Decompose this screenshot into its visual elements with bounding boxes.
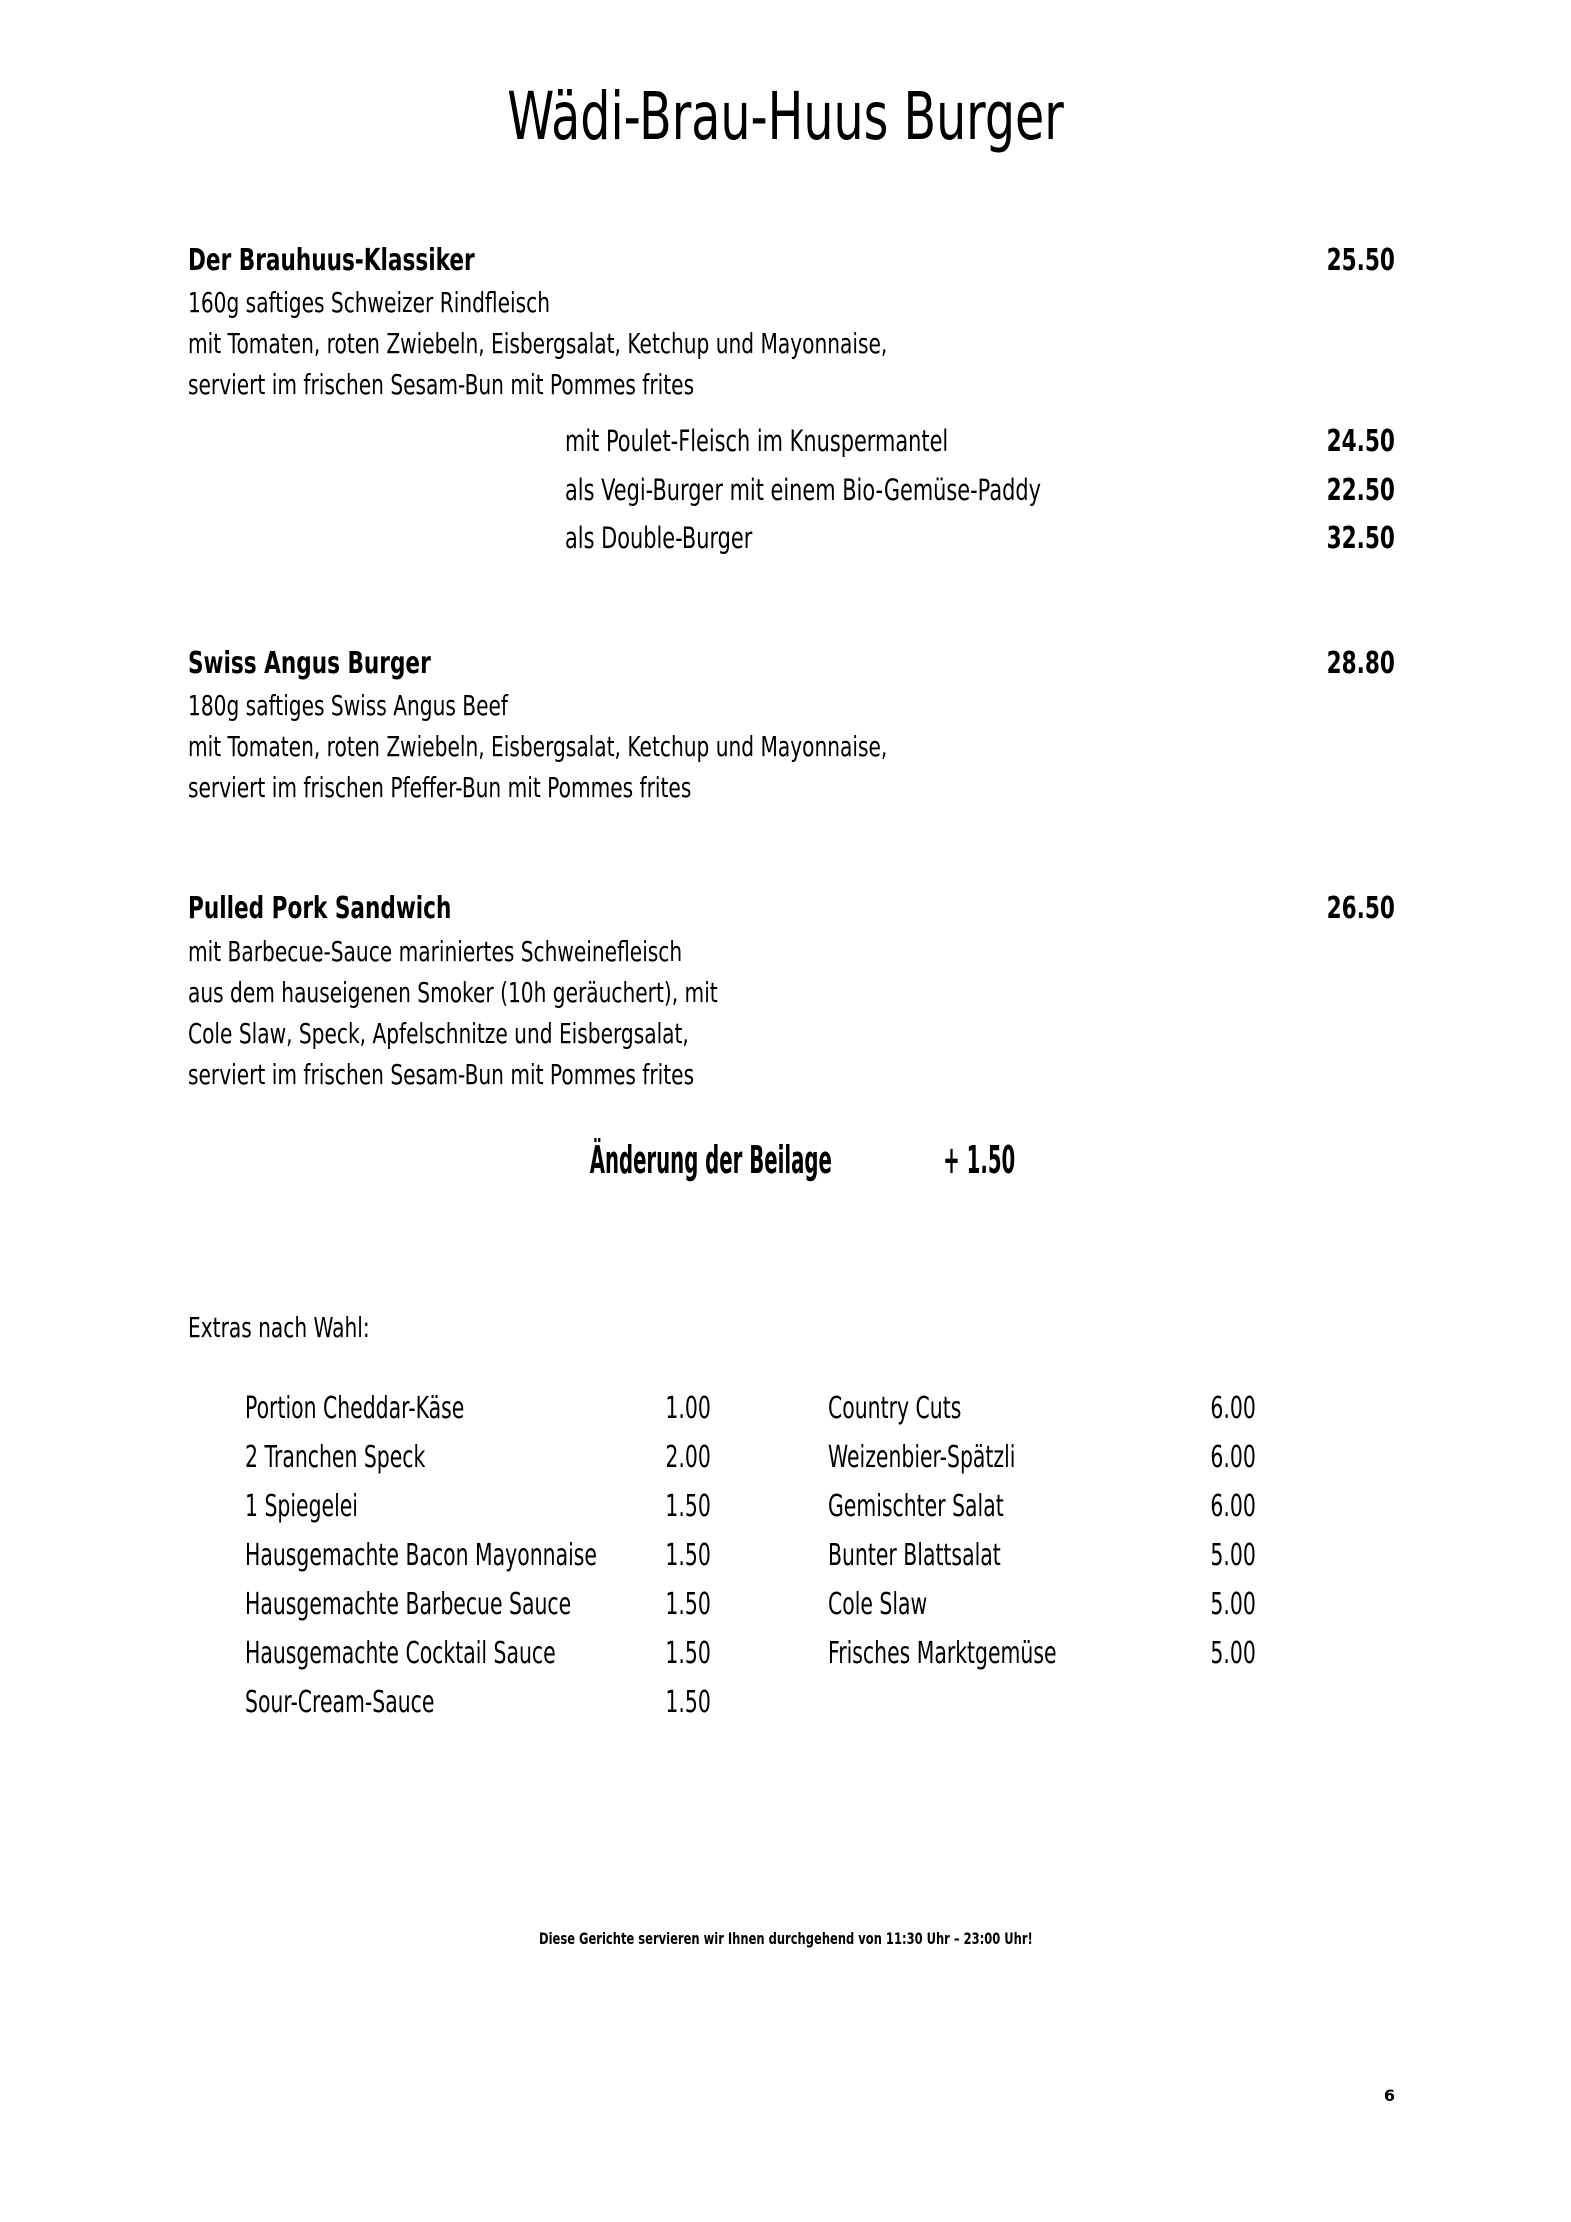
extra-item: Hausgemachte Bacon Mayonnaise — [245, 1538, 597, 1573]
dish-variant: mit Poulet-Fleisch im Knuspermantel — [565, 424, 949, 458]
dish-description-line: mit Tomaten, roten Zwiebeln, Eisbergsalat, Ketchup und Mayonnaise, — [188, 327, 888, 360]
extra-item: Frisches Marktgemüse — [828, 1636, 1057, 1671]
extras-heading: Extras nach Wahl: — [188, 1311, 370, 1344]
extra-item: Bunter Blattsalat — [828, 1538, 1001, 1573]
dish-description-line: 180g saftiges Swiss Angus Beef — [188, 689, 508, 722]
extra-price: 1.50 — [665, 1538, 711, 1573]
extra-price: 2.00 — [665, 1440, 711, 1475]
variant-price: 32.50 — [1326, 521, 1395, 556]
extra-price: 1.50 — [665, 1489, 711, 1524]
extra-price: 6.00 — [1210, 1391, 1256, 1426]
extra-price: 1.50 — [665, 1685, 711, 1720]
page-number: 6 — [1383, 2086, 1395, 2105]
extra-item: 1 Spiegelei — [245, 1489, 358, 1524]
dish-variant: als Vegi-Burger mit einem Bio-Gemüse-Paddy — [565, 473, 1041, 507]
dish-price: 26.50 — [1326, 891, 1395, 926]
extra-item: Hausgemachte Barbecue Sauce — [245, 1587, 572, 1622]
extra-price: 1.50 — [665, 1587, 711, 1622]
side-change-note — [0, 1138, 1571, 1182]
extra-item: Cole Slaw — [828, 1587, 928, 1622]
dish-description-line: serviert im frischen Pfeffer-Bun mit Pommes frites — [188, 771, 692, 804]
dish-price: 28.80 — [1326, 646, 1395, 681]
extra-price: 1.50 — [665, 1636, 711, 1671]
extra-item: 2 Tranchen Speck — [245, 1440, 426, 1475]
dish-description-line: serviert im frischen Sesam-Bun mit Pommes frites — [188, 368, 695, 401]
extra-price: 1.00 — [665, 1391, 711, 1426]
dish-name: Der Brauhuus-Klassiker — [188, 243, 475, 278]
dish-variant: als Double-Burger — [565, 521, 753, 555]
page-title: Wädi-Brau-Huus Burger — [507, 78, 1064, 155]
dish-description-line: Cole Slaw, Speck, Apfelschnitze und Eisbergsalat, — [188, 1017, 689, 1050]
extra-item: Hausgemachte Cocktail Sauce — [245, 1636, 556, 1671]
dish-description-line: mit Barbecue-Sauce mariniertes Schweinefleisch — [188, 935, 683, 968]
variant-price: 24.50 — [1326, 424, 1395, 459]
extra-item: Weizenbier-Spätzli — [828, 1440, 1016, 1475]
dish-description-line: mit Tomaten, roten Zwiebeln, Eisbergsalat, Ketchup und Mayonnaise, — [188, 730, 888, 763]
dish-description-line: aus dem hauseigenen Smoker (10h geräuchert), mit — [188, 976, 718, 1009]
dish-name: Swiss Angus Burger — [188, 646, 431, 681]
extra-price: 5.00 — [1210, 1636, 1256, 1671]
side-change-label: Änderung der Beilage — [589, 1138, 832, 1182]
dish-price: 25.50 — [1326, 243, 1395, 278]
extra-price: 6.00 — [1210, 1489, 1256, 1524]
extra-item: Portion Cheddar-Käse — [245, 1391, 465, 1426]
dish-description-line: serviert im frischen Sesam-Bun mit Pommes frites — [188, 1058, 695, 1091]
extra-price: 5.00 — [1210, 1587, 1256, 1622]
variant-price: 22.50 — [1326, 473, 1395, 508]
dish-name: Pulled Pork Sandwich — [188, 891, 452, 926]
extra-price: 5.00 — [1210, 1538, 1256, 1573]
extra-item: Country Cuts — [828, 1391, 962, 1426]
extra-price: 6.00 — [1210, 1440, 1256, 1475]
side-change-price: + 1.50 — [942, 1138, 1015, 1182]
extra-item: Gemischter Salat — [828, 1489, 1004, 1524]
extra-item: Sour-Cream-Sauce — [245, 1685, 435, 1720]
footer-note: Diese Gerichte servieren wir Ihnen durchgehend von 11:30 Uhr – 23:00 Uhr! — [538, 1929, 1033, 1948]
dish-description-line: 160g saftiges Schweizer Rindfleisch — [188, 286, 550, 319]
